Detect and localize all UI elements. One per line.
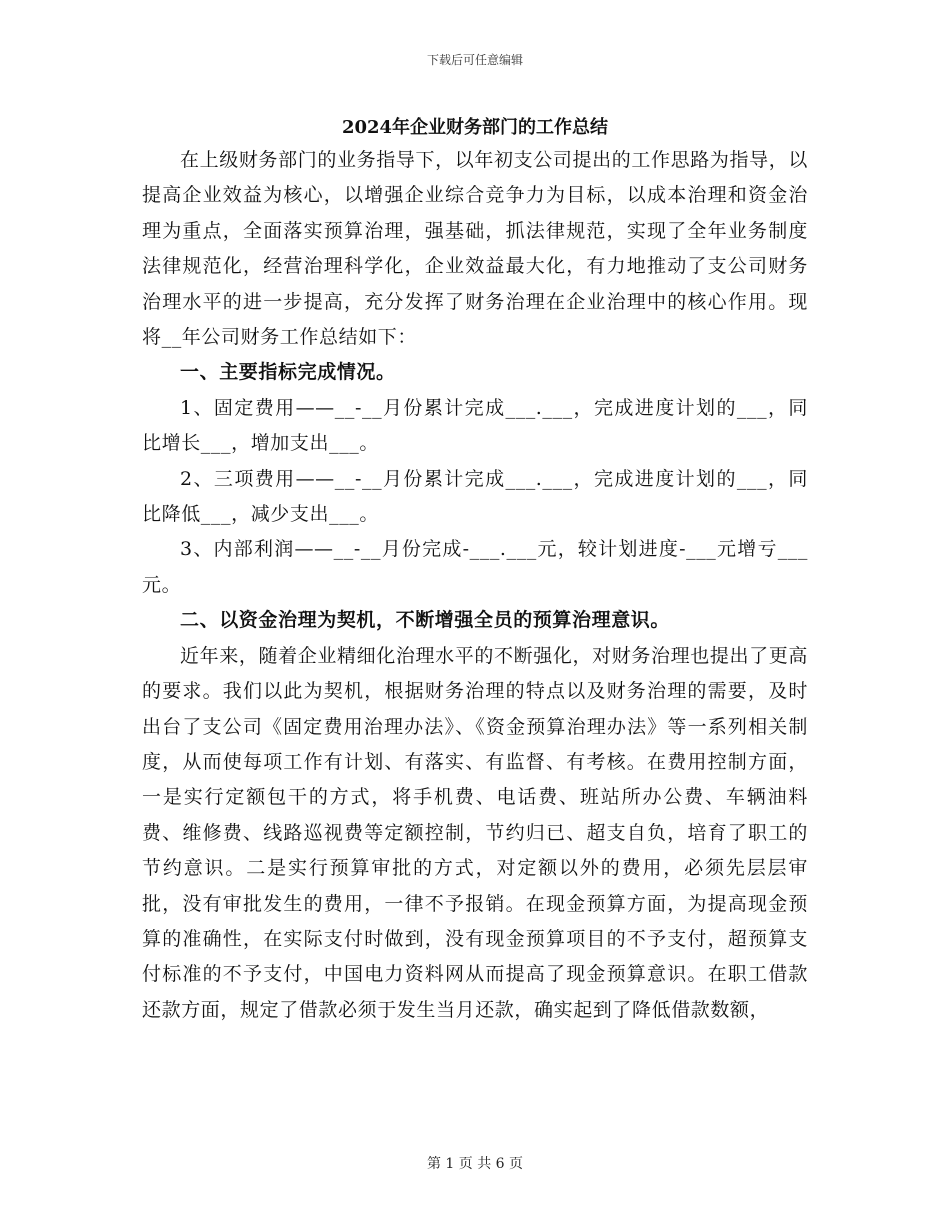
document-body xyxy=(142,143,808,1028)
indicator-item-1: 1、固定费用——__-__月份累计完成___.___，完成进度计划的___，同比增长___，增加支出___。 xyxy=(142,396,808,455)
section-heading-2: 二、以资金治理为契机，不断增强全员的预算治理意识。 xyxy=(180,609,671,632)
indicator-item-2: 2、三项费用——__-__月份累计完成___.___，完成进度计划的___，同比降低___，减少支出___。 xyxy=(142,467,808,526)
page-header-note: 下载后可任意编辑 xyxy=(426,53,523,67)
document-title: 2024年企业财务部门的工作总结 xyxy=(341,117,609,138)
intro-paragraph: 在上级财务部门的业务指导下，以年初支公司提出的工作思路为指导，以提高企业效益为核心，以增强企业综合竞争力为目标，以成本治理和资金治理为重点，全面落实预算治理，强基础，抓法律规范，实现了全年业务制度法律规范化，经营治理科学化，企业效益最大化，有力地推动了支公司财务治理水平的进一步提高，充分发挥了财务治理在企业治理中的核心作用。现将__年公司财务工作总结如下： xyxy=(142,149,808,349)
section-heading-1: 一、主要指标完成情况。 xyxy=(180,361,396,384)
indicator-item-3: 3、内部利润——__-__月份完成-___.___元，较计划进度-___元增亏___元。 xyxy=(142,538,808,596)
section-2-paragraph: 近年来，随着企业精细化治理水平的不断强化，对财务治理也提出了更高的要求。我们以此为契机，根据财务治理的特点以及财务治理的需要，及时出台了支公司《固定费用治理办法》、《资金预算治理办法》等一系列相关制度，从而使每项工作有计划、有落实、有监督、有考核。在费用控制方面，一是实行定额包干的方式，将手机费、电话费、班站所办公费、车辆油料费、维修费、线路巡视费等定额控制，节约归已、超支自负，培育了职工的节约意识。二是实行预算审批的方式，对定额以外的费用，必须先层层审批，没有审批发生的费用，一律不予报销。在现金预算方面，为提高现金预算的准确性，在实际支付时做到，没有现金预算项目的不予支付，超预算支付标准的不予支付，中国电力资料网从而提高了现金预算意识。在职工借款还款方面，规定了借款必须于发生当月还款，确实起到了降低借款数额， xyxy=(142,644,808,1021)
page-number-footer: 第 1 页 共 6 页 xyxy=(426,1156,524,1172)
